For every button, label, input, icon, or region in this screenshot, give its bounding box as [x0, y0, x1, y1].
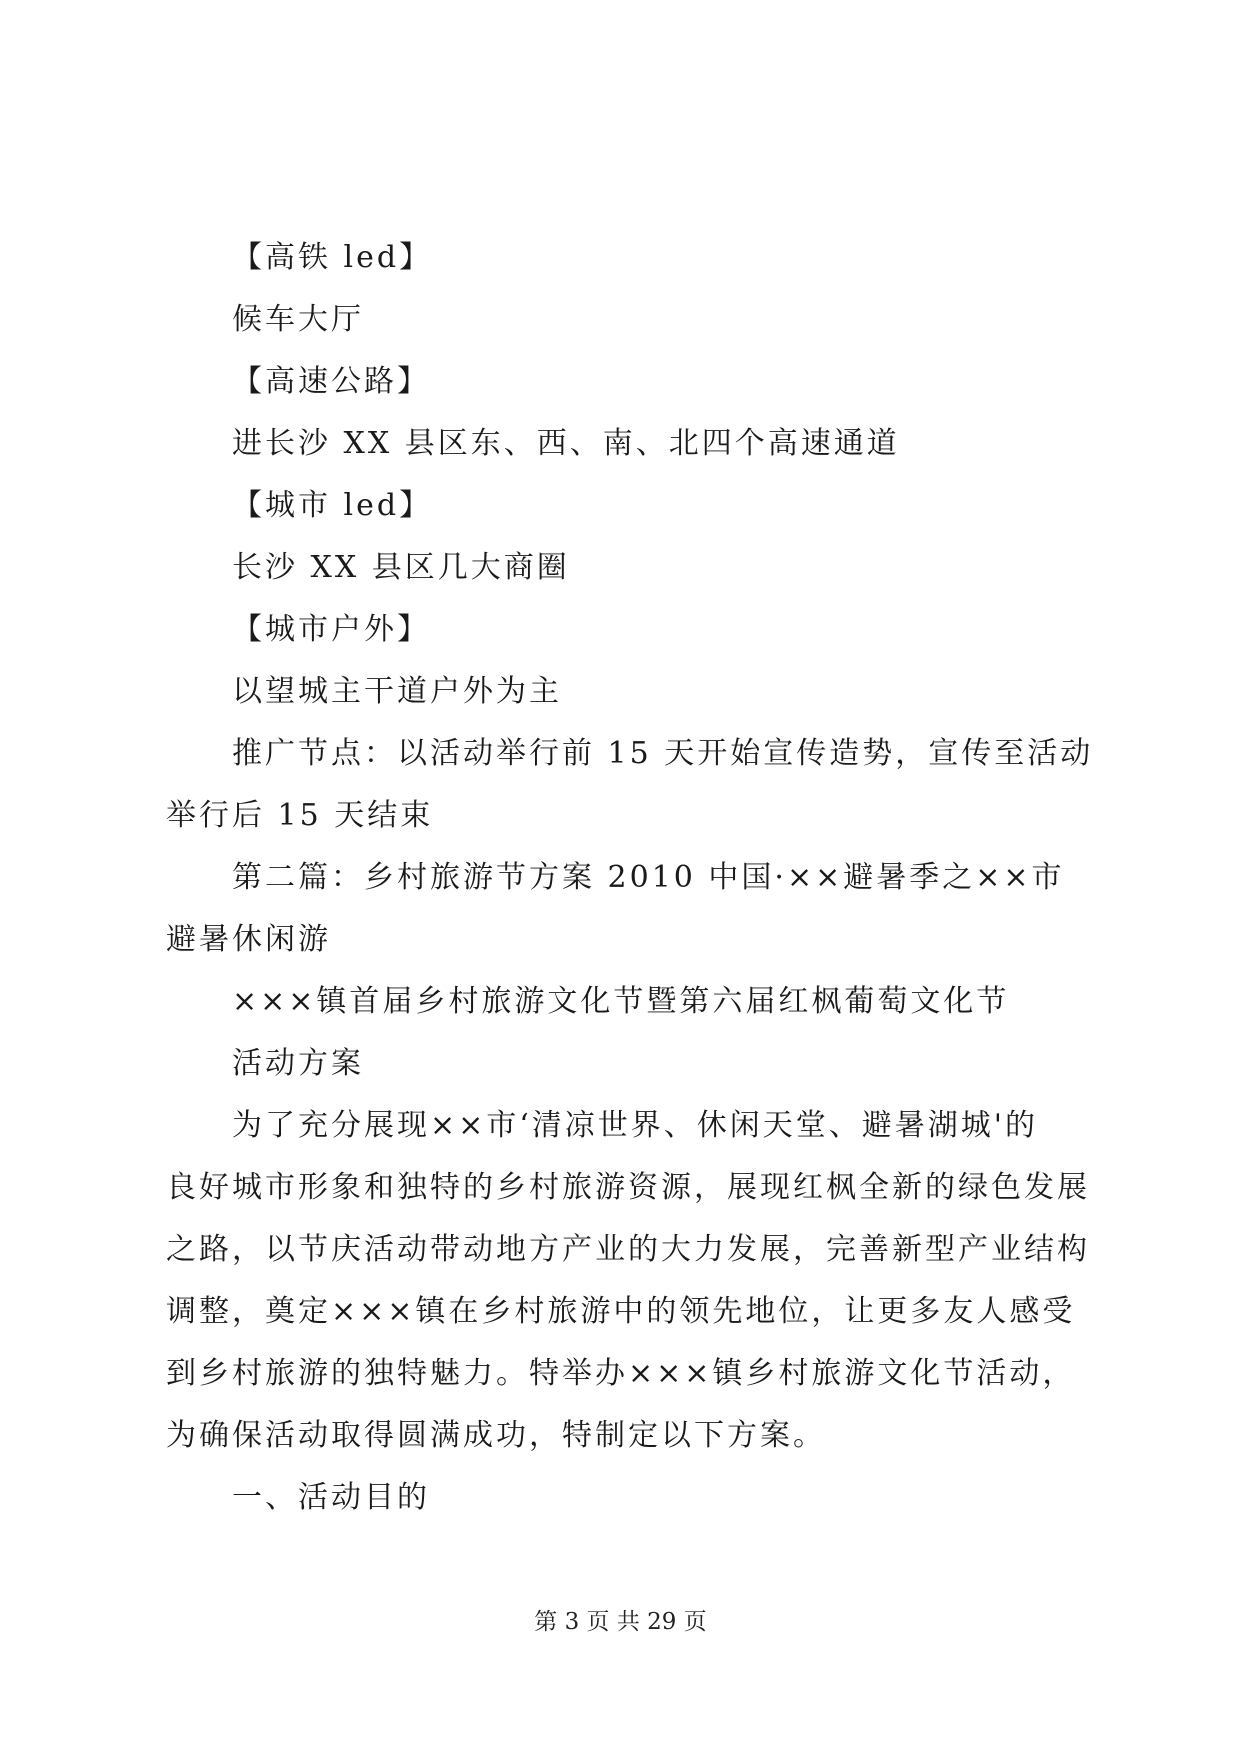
section-heading-chengshi-led: 【城市 led】 — [232, 488, 433, 523]
section-heading-huodong-mudi: 一、活动目的 — [232, 1480, 430, 1515]
document-subtitle: 活动方案 — [232, 1046, 364, 1081]
paragraph-line: 调整，奠定×××镇在乡村旅游中的领先地位，让更多友人感受 — [166, 1294, 1076, 1329]
paragraph-line: 到乡村旅游的独特魅力。特举办×××镇乡村旅游文化节活动， — [166, 1356, 1076, 1391]
paragraph-line: 进长沙 XX 县区东、西、南、北四个高速通道 — [232, 426, 900, 461]
paragraph-line: 长沙 XX 县区几大商圈 — [232, 550, 570, 585]
page-number-footer: 第 3 页 共 29 页 — [534, 1609, 707, 1635]
paragraph-line: 为了充分展现××市‘清凉世界、休闲天堂、避暑湖城'的 — [232, 1108, 1039, 1143]
section-heading-gaotie-led: 【高铁 led】 — [232, 240, 433, 275]
paragraph-line: 避暑休闲游 — [166, 922, 331, 957]
paragraph-line: 之路，以节庆活动带动地方产业的大力发展，完善新型产业结构 — [166, 1232, 1090, 1267]
document-subtitle: ×××镇首届乡村旅游文化节暨第六届红枫葡萄文化节 — [232, 984, 1010, 1019]
paragraph-line: 举行后 15 天结束 — [166, 798, 434, 833]
paragraph-line: 为确保活动取得圆满成功，特制定以下方案。 — [166, 1418, 826, 1453]
paragraph-line: 推广节点：以活动举行前 15 天开始宣传造势，宣传至活动 — [232, 736, 1094, 771]
paragraph-line: 以望城主干道户外为主 — [232, 674, 562, 709]
paragraph-line: 候车大厅 — [232, 302, 364, 337]
section-heading-gaosu-gonglu: 【高速公路】 — [232, 364, 430, 399]
paragraph-line: 第二篇：乡村旅游节方案 2010 中国·××避暑季之××市 — [232, 860, 1065, 895]
paragraph-line: 良好城市形象和独特的乡村旅游资源，展现红枫全新的绿色发展 — [166, 1170, 1090, 1205]
section-heading-chengshi-huwai: 【城市户外】 — [232, 612, 430, 647]
